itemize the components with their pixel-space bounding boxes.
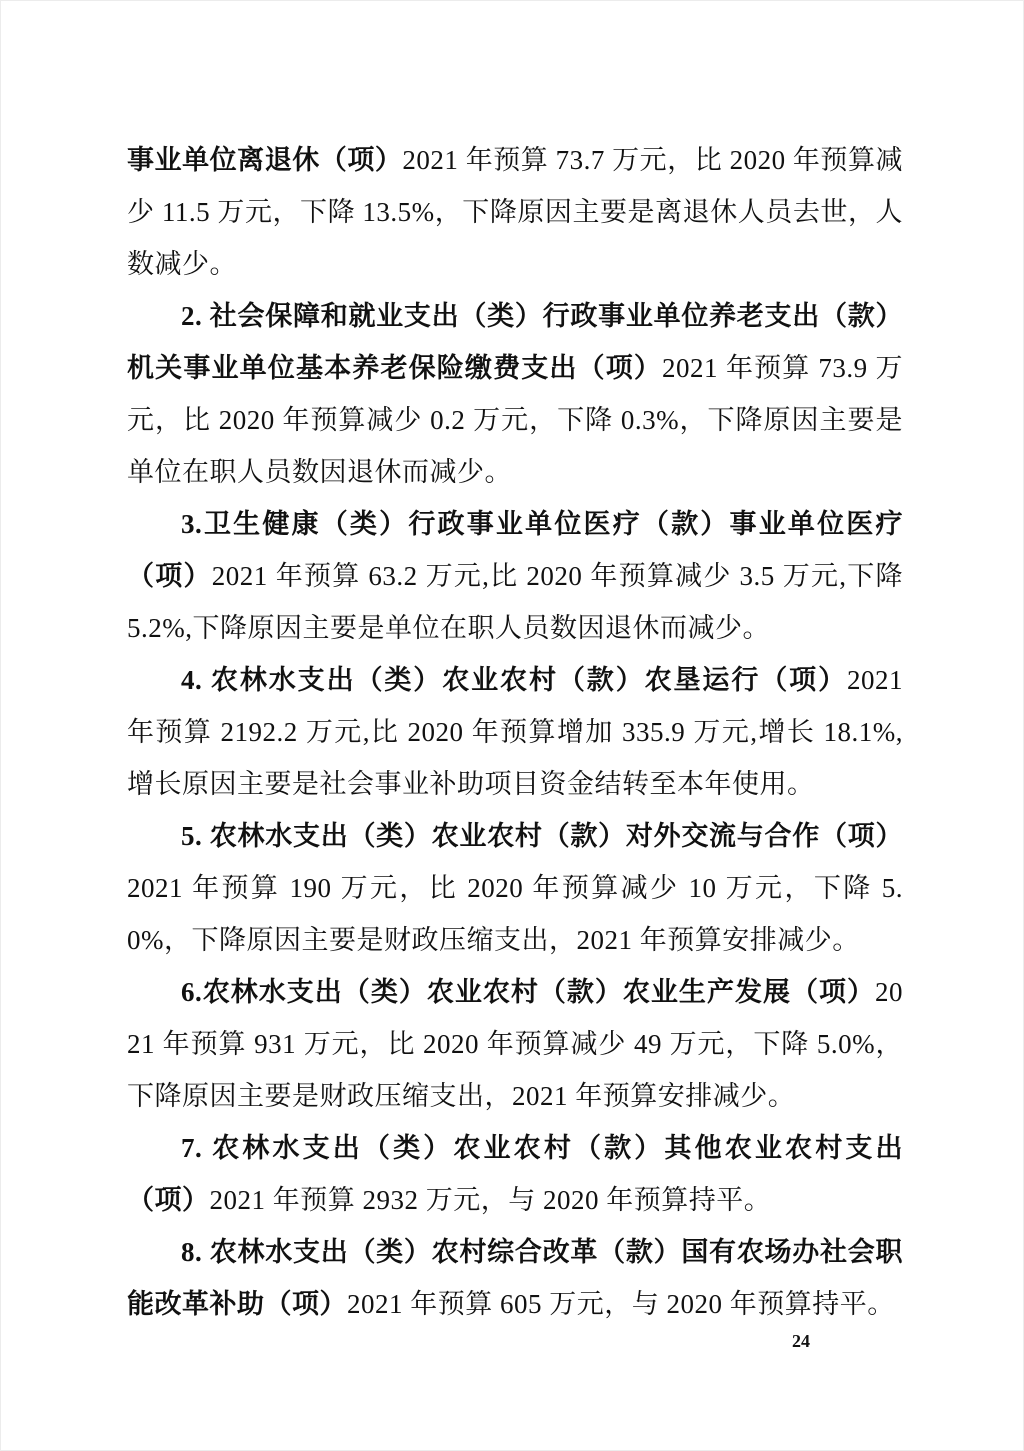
paragraph-heading: 7. 农林水支出（类）农业农村（款）其他农业农村支出（项）: [127, 1133, 903, 1215]
paragraph-heading: 4. 农林水支出（类）农业农村（款）农垦运行（项）: [181, 665, 847, 695]
paragraph-body: 2021 年预算 931 万元，比 2020 年预算减少 49 万元，下降 5.0%，下降原因主要是财政压缩支出，2021 年预算安排减少。: [127, 977, 903, 1111]
paragraph-heading: 3.卫生健康（类）行政事业单位医疗（款）事业单位医疗（项）: [127, 509, 903, 591]
paragraph-body: 2021 年预算 73.7 万元，比 2020 年预算减少 11.5 万元，下降 13.5%，下降原因主要是离退休人员去世，人数减少。: [127, 145, 904, 279]
paragraph-body: 2021 年预算 63.2 万元,比 2020 年预算减少 3.5 万元,下降 5.2%,下降原因主要是单位在职人员数因退休而减少。: [127, 561, 904, 643]
paragraph-body: 2021 年预算 2932 万元，与 2020 年预算持平。: [209, 1185, 772, 1215]
paragraph: [127, 1122, 903, 1226]
paragraph: [127, 1226, 903, 1330]
paragraph: [127, 498, 903, 654]
paragraph-body: 2021 年预算 2192.2 万元,比 2020 年预算增加 335.9 万元,增长 18.1%,增长原因主要是社会事业补助项目资金结转至本年使用。: [127, 665, 903, 799]
paragraph-heading: 6.农林水支出（类）农业农村（款）农业生产发展（项）: [181, 977, 875, 1007]
page-number: 24: [792, 1331, 810, 1351]
paragraph-body: 2021 年预算 73.9 万元，比 2020 年预算减少 0.2 万元，下降 0.3%，下降原因主要是单位在职人员数因退休而减少。: [127, 353, 904, 487]
paragraph-heading: 5. 农林水支出（类）农业农村（款）对外交流与合作（项）: [181, 821, 903, 851]
paragraph-heading: 事业单位离退休（项）: [127, 145, 403, 175]
paragraph: [127, 966, 903, 1122]
paragraph-heading: 8. 农林水支出（类）农村综合改革（款）国有农场办社会职能改革补助（项）: [127, 1237, 903, 1319]
paragraph: [127, 810, 903, 966]
paragraph-body: 2021 年预算 605 万元，与 2020 年预算持平。: [347, 1289, 895, 1319]
paragraph-body: 2021 年预算 190 万元，比 2020 年预算减少 10 万元，下降 5.0%，下降原因主要是财政压缩支出，2021 年预算安排减少。: [127, 873, 903, 955]
document-body: [127, 134, 903, 1330]
paragraph-heading: 2. 社会保障和就业支出（类）行政事业单位养老支出（款）机关事业单位基本养老保险缴费支出（项）: [127, 301, 903, 383]
paragraph: [127, 290, 903, 498]
paragraph: [127, 654, 903, 810]
paragraph: [127, 134, 903, 290]
